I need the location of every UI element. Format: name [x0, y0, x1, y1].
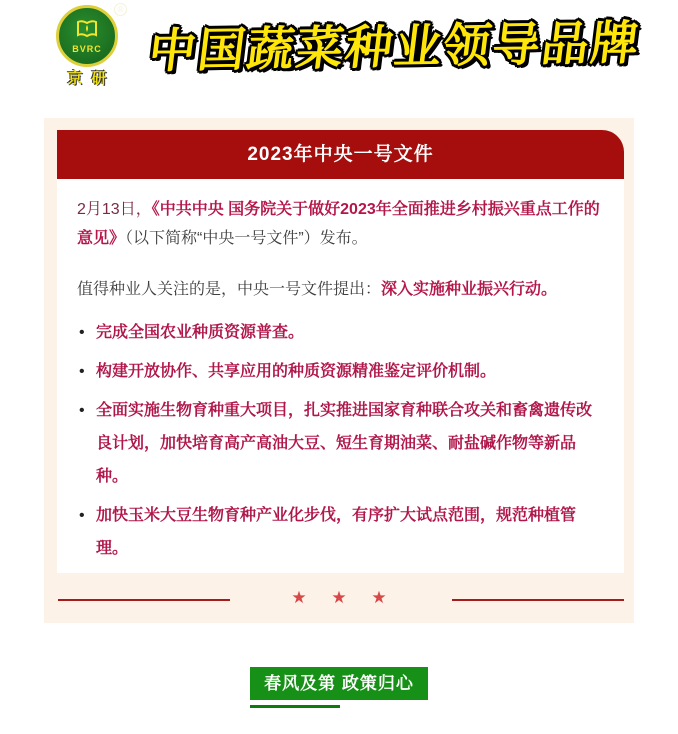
brand-banner [0, 0, 678, 88]
bullet-dot-icon: • [79, 363, 85, 380]
divider-stars-icon: ★ ★ ★ [291, 588, 397, 607]
list-item [77, 316, 604, 349]
brand-logo-icon [56, 5, 118, 67]
list-item [77, 394, 604, 493]
list-item [77, 355, 604, 388]
key-points-list [77, 316, 604, 565]
logo-emblem-icon [74, 19, 100, 43]
focus-highlight: 深入实施种业振兴行动。 [381, 281, 558, 298]
logo-abbr: BVRC [72, 43, 102, 54]
list-item-text: 全面实施生物育种重大项目，扎实推进国家育种联合攻关和畜禽遗传改良计划，加快培育高产高油大豆、短生育期油菜、耐盐碱作物等新品种。 [96, 402, 593, 485]
list-item-text: 加快玉米大豆生物育种产业化步伐，有序扩大试点范围，规范种植管理。 [96, 507, 577, 557]
divider-line-left [58, 599, 230, 601]
list-item [77, 499, 604, 565]
footer-underline [250, 705, 340, 708]
divider-line-right [452, 599, 624, 601]
release-note: （以下简称“中央一号文件”）发布。 [125, 230, 368, 247]
policy-tag-button[interactable]: 春风及第 政策归心 [250, 667, 428, 700]
focus-lead: 值得种业人关注的是，中央一号文件提出： [77, 281, 382, 298]
bullet-dot-icon: • [79, 402, 85, 419]
list-item-text: 构建开放协作、共享应用的种质资源精准鉴定评价机制。 [96, 363, 497, 380]
paragraph-release [77, 195, 604, 253]
bullet-dot-icon: • [79, 507, 85, 524]
card-title-bar [57, 130, 624, 179]
paragraph-focus [77, 275, 604, 304]
bullet-dot-icon: • [79, 324, 85, 341]
logo-name: 京研 [67, 70, 116, 87]
article-body [57, 179, 624, 573]
release-date: 2月13日， [77, 201, 152, 218]
document-title: 《中共中央 国务院关于做好2023年全面推进乡村振兴重点工作的意见》 [77, 201, 600, 247]
registered-trademark-icon: ® [114, 3, 127, 16]
banner-slogan: 中国蔬菜种业领导品牌 [145, 15, 644, 77]
list-item-text: 完成全国农业种质资源普查。 [96, 324, 305, 341]
card-title: 2023年中央一号文件 [247, 144, 434, 165]
